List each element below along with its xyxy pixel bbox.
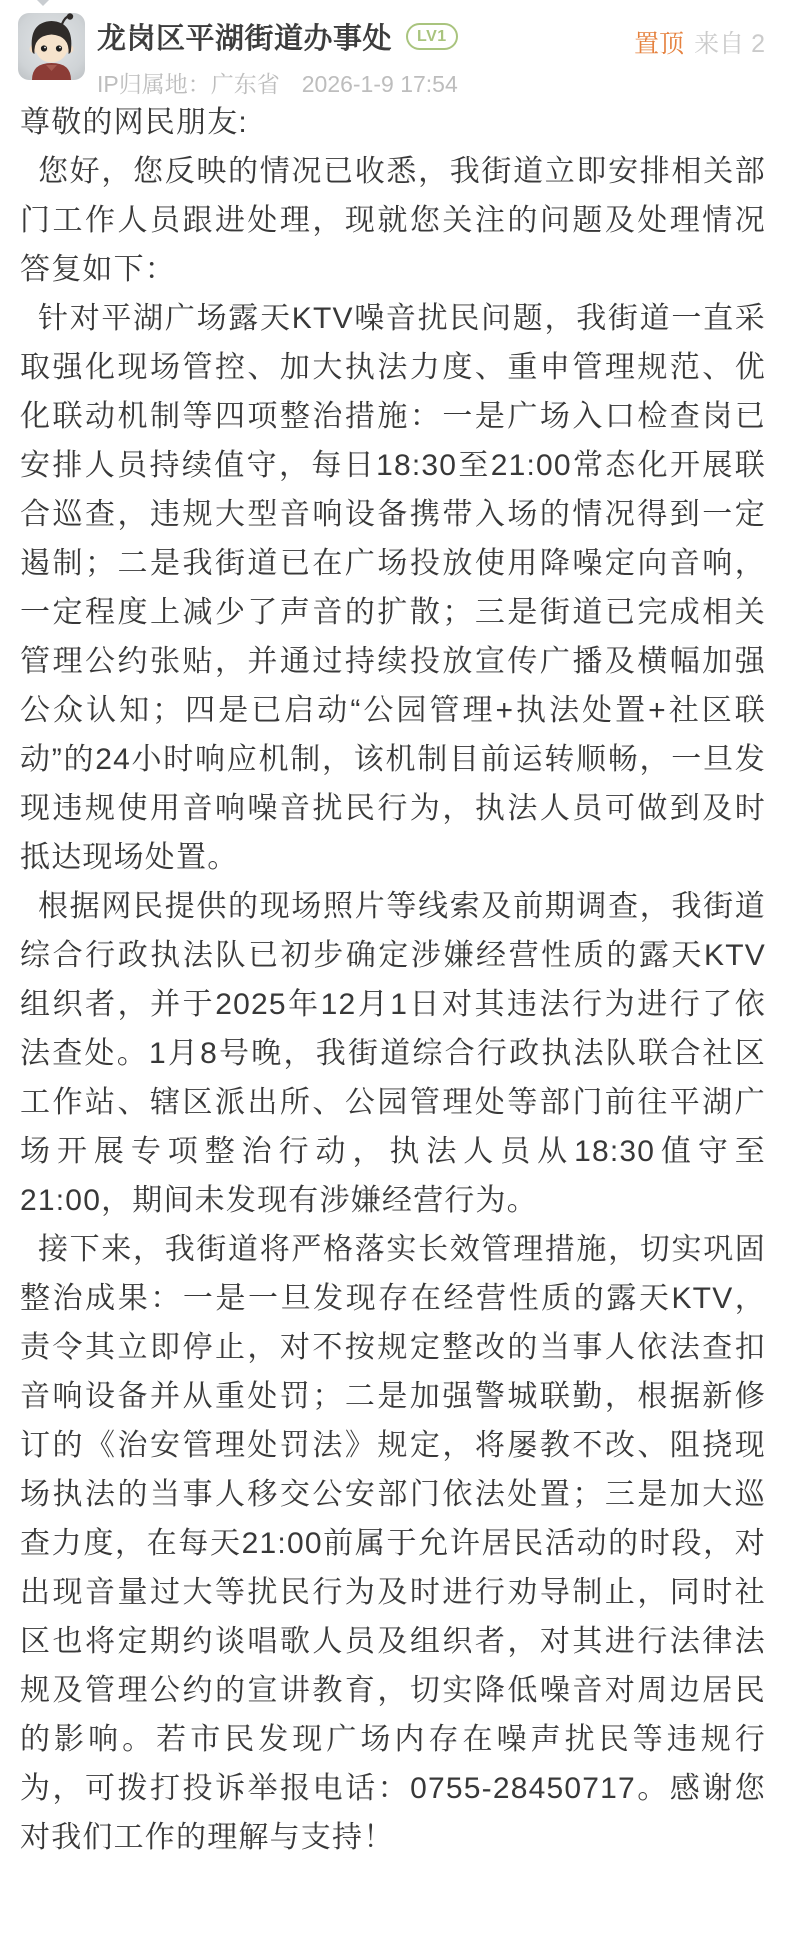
author-name[interactable]: 龙岗区平湖街道办事处 — [97, 23, 393, 55]
source-label[interactable]: 来自 2 — [694, 30, 765, 58]
avatar[interactable] — [18, 13, 85, 80]
post-body — [0, 80, 786, 1862]
timestamp: 2026-1-9 17:54 — [301, 71, 458, 97]
paragraph-followup: 接下来，我街道将严格落实长效管理措施，切实巩固整治成果：一是一旦发现存在经营性质的露天KTV，责令其立即停止，对不按规定整改的当事人依法查扣音响设备并从重处罚；二是加强警城联勤，根据新修订的《治安管理处罚法》规定，将屡教不改、阻挠现场执法的当事人移交公安部门依法处置；三是加大巡查力度，在每天21:00前属于允许居民活动的时段，对出现音量过大等扰民行为及时进行劝导制止，同时社区也将定期约谈唱歌人员及组织者，对其进行法律法规及管理公约的宣讲教育，切实降低噪音对周边居民的影响。若市民发现广场内存在噪声扰民等违规行为，可拨打投诉举报电话：0755-28450717。感谢您对我们工作的理解与支持！ — [20, 1233, 766, 1854]
pinned-badge: 置顶 — [634, 30, 685, 58]
header-right-meta — [634, 24, 765, 60]
paragraph-greeting: 尊敬的网民朋友: — [20, 106, 248, 139]
author-block — [97, 16, 458, 99]
paragraph-measures: 针对平湖广场露天KTV噪音扰民问题，我街道一直采取强化现场管控、加大执法力度、重申管理规范、优化联动机制等四项整治措施：一是广场入口检查岗已安排人员持续值守，每日18:30至21:00常态化开展联合巡查，违规大型音响设备携带入场的情况得到一定遏制；二是我街道已在广场投放使用降噪定向音响，一定程度上减少了声音的扩散；三是街道已完成相关管理公约张贴，并通过持续投放宣传广播及横幅加强公众认知；四是已启动“公园管理+执法处置+社区联动”的24小时响应机制，该机制目前运转顺畅，一旦发现违规使用音响噪音扰民行为，执法人员可做到及时抵达现场处置。 — [20, 302, 766, 874]
paragraph-enforcement: 根据网民提供的现场照片等线索及前期调查，我街道综合行政执法队已初步确定涉嫌经营性质的露天KTV组织者，并于2025年12月1日对其违法行为进行了依法查处。1月8号晚，我街道综合行政执法队联合社区工作站、辖区派出所、公园管理处等部门前往平湖广场开展专项整治行动，执法人员从18:30值守至21:00，期间未发现有涉嫌经营行为。 — [20, 890, 766, 1217]
cartoon-person-avatar — [18, 13, 85, 80]
post-meta — [97, 66, 458, 99]
ip-location: IP归属地：广东省 — [97, 71, 280, 97]
post-header — [0, 0, 786, 97]
paragraph-intro: 您好，您反映的情况已收悉，我街道立即安排相关部门工作人员跟进处理，现就您关注的问题及处理情况答复如下： — [20, 155, 766, 286]
level-badge: LV1 — [406, 23, 458, 49]
